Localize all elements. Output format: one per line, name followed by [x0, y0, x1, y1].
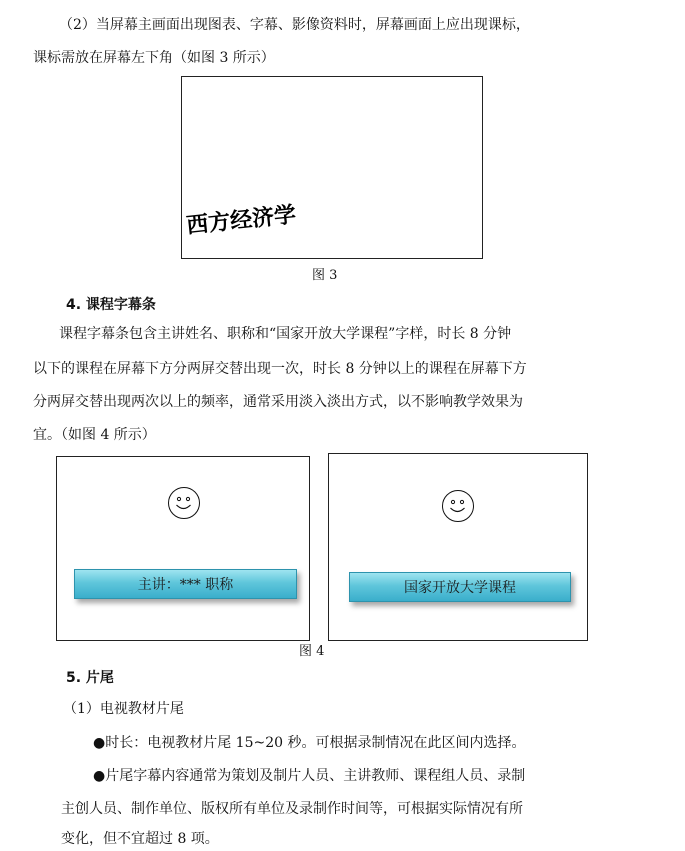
figure-4-right-frame	[328, 453, 588, 641]
figure-4-left-frame	[56, 456, 310, 641]
figure-4-caption: 图 4	[299, 644, 325, 659]
smiley-face-icon	[168, 487, 200, 519]
paragraph-line: 分两屏交替出现两次以上的频率，通常采用淡入淡出方式，以不影响教学效果为	[33, 394, 523, 410]
section-heading: 4. 课程字幕条	[66, 297, 156, 313]
figure-3-frame	[181, 76, 483, 259]
paragraph-line: （2）当屏幕主画面出现图表、字幕、影像资料时，屏幕画面上应出现课标，	[59, 17, 530, 33]
subheading: （1）电视教材片尾	[63, 701, 184, 717]
smiley-face-icon	[442, 490, 474, 522]
paragraph-line: 变化，但不宜超过 8 项。	[61, 831, 219, 847]
course-logo: 西方经济学	[185, 201, 298, 240]
paragraph-line: 以下的课程在屏幕下方分两屏交替出现一次，时长 8 分钟以上的课程在屏幕下方	[33, 361, 527, 377]
university-course-bar: 国家开放大学课程	[349, 572, 571, 602]
paragraph-line: 课标需放在屏幕左下角（如图 3 所示）	[33, 50, 275, 66]
lecturer-caption-bar: 主讲：*** 职称	[74, 569, 297, 599]
bullet-line: ●片尾字幕内容通常为策划及制片人员、主讲教师、课程组人员、录制	[93, 768, 526, 784]
bullet-line: ●时长：电视教材片尾 15~20 秒。可根据录制情况在此区间内选择。	[93, 735, 526, 751]
paragraph-line: 宜。（如图 4 所示）	[33, 427, 156, 443]
paragraph-line: 主创人员、制作单位、版权所有单位及录制作时间等，可根据实际情况有所	[61, 801, 523, 817]
paragraph-line: 课程字幕条包含主讲姓名、职称和“国家开放大学课程”字样，时长 8 分钟	[59, 326, 512, 342]
figure-3-caption: 图 3	[312, 268, 338, 283]
section-heading: 5. 片尾	[66, 670, 114, 686]
